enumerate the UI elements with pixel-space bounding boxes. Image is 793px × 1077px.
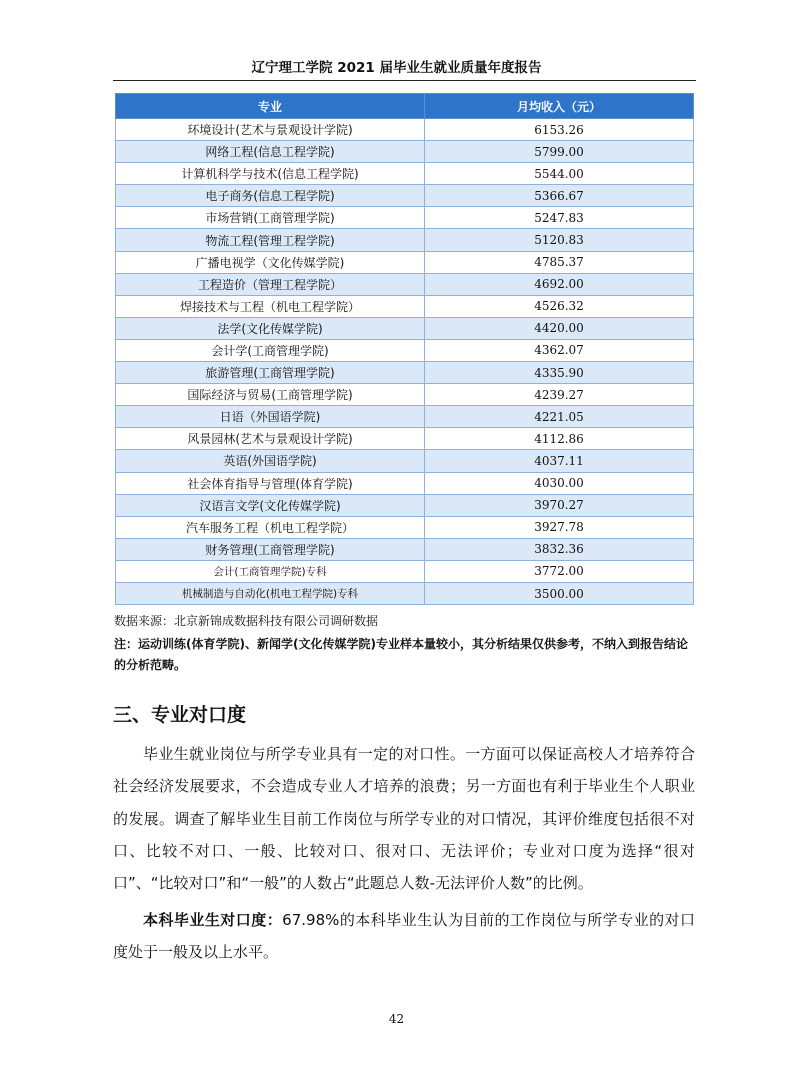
table-row xyxy=(116,362,694,384)
table-row xyxy=(116,582,694,604)
income-cell: 5544.00 xyxy=(425,163,694,185)
table-row xyxy=(116,141,694,163)
income-cell: 6153.26 xyxy=(425,119,694,141)
major-cell: 英语(外国语学院) xyxy=(116,450,425,472)
income-cell: 5247.83 xyxy=(425,207,694,229)
major-cell: 环境设计(艺术与景观设计学院) xyxy=(116,119,425,141)
table-row xyxy=(116,494,694,516)
table-row xyxy=(116,560,694,582)
major-cell: 会计学(工商管理学院) xyxy=(116,339,425,361)
income-cell: 4112.86 xyxy=(425,428,694,450)
paragraph-undergrad-match xyxy=(113,904,695,969)
income-cell: 4221.05 xyxy=(425,406,694,428)
major-cell: 计算机科学与技术(信息工程学院) xyxy=(116,163,425,185)
column-header-major: 专业 xyxy=(116,94,425,119)
income-cell: 4335.90 xyxy=(425,362,694,384)
major-cell: 社会体育指导与管理(体育学院) xyxy=(116,472,425,494)
table-row xyxy=(116,428,694,450)
table-header-row xyxy=(116,94,694,119)
income-cell: 4420.00 xyxy=(425,317,694,339)
major-cell: 汉语言文学(文化传媒学院) xyxy=(116,494,425,516)
major-cell: 财务管理(工商管理学院) xyxy=(116,538,425,560)
income-cell: 5120.83 xyxy=(425,229,694,251)
table-row xyxy=(116,119,694,141)
table-row xyxy=(116,163,694,185)
major-cell: 法学(文化传媒学院) xyxy=(116,317,425,339)
table-note: 注：运动训练(体育学院)、新闻学(文化传媒学院)专业样本量较小，其分析结果仅供参考，不纳入到报告结论的分析范畴。 xyxy=(114,637,688,672)
paragraph-lead: 本科毕业生对口度： xyxy=(143,911,283,929)
table-row xyxy=(116,317,694,339)
page-number: 42 xyxy=(388,1012,405,1026)
table-body xyxy=(116,119,694,605)
income-cell: 5799.00 xyxy=(425,141,694,163)
income-cell: 4030.00 xyxy=(425,472,694,494)
income-cell: 4692.00 xyxy=(425,273,694,295)
table-row xyxy=(116,516,694,538)
income-cell: 5366.67 xyxy=(425,185,694,207)
major-cell: 市场营销(工商管理学院) xyxy=(116,207,425,229)
income-cell: 4362.07 xyxy=(425,339,694,361)
major-cell: 工程造价（管理工程学院） xyxy=(116,273,425,295)
table-row xyxy=(116,251,694,273)
major-cell: 风景园林(艺术与景观设计学院) xyxy=(116,428,425,450)
table-row xyxy=(116,295,694,317)
column-header-income: 月均收入（元） xyxy=(425,94,694,119)
table-row xyxy=(116,207,694,229)
income-cell: 3832.36 xyxy=(425,538,694,560)
header-divider xyxy=(113,80,696,81)
table-row xyxy=(116,339,694,361)
paragraph-major-match-intro: 毕业生就业岗位与所学专业具有一定的对口性。一方面可以保证高校人才培养符合社会经济发展要求，不会造成专业人才培养的浪费；另一方面也有利于毕业生个人职业的发展。调查了解毕业生目前工作岗位与所学专业的对口情况，其评价维度包括很不对口、比较不对口、一般、比较对口、很对口、无法评价；专业对口度为选择“很对口”、“比较对口”和“一般”的人数占“此题总人数-无法评价人数”的比例。 xyxy=(113,745,695,893)
major-cell: 电子商务(信息工程学院) xyxy=(116,185,425,207)
major-cell: 广播电视学（文化传媒学院) xyxy=(116,251,425,273)
table-row xyxy=(116,273,694,295)
income-table xyxy=(115,93,694,605)
major-cell: 会计(工商管理学院)专科 xyxy=(116,560,425,582)
income-cell: 4526.32 xyxy=(425,295,694,317)
table-row xyxy=(116,185,694,207)
income-cell: 3772.00 xyxy=(425,560,694,582)
page-header: 辽宁理工学院 2021 届毕业生就业质量年度报告 xyxy=(251,60,542,76)
income-cell: 4239.27 xyxy=(425,384,694,406)
major-cell: 网络工程(信息工程学院) xyxy=(116,141,425,163)
table-row xyxy=(116,406,694,428)
major-cell: 日语（外国语学院) xyxy=(116,406,425,428)
table-row xyxy=(116,384,694,406)
major-cell: 旅游管理(工商管理学院) xyxy=(116,362,425,384)
income-cell: 3500.00 xyxy=(425,582,694,604)
major-cell: 焊接技术与工程（机电工程学院） xyxy=(116,295,425,317)
income-cell: 3970.27 xyxy=(425,494,694,516)
table-row xyxy=(116,450,694,472)
income-cell: 4785.37 xyxy=(425,251,694,273)
table-row xyxy=(116,538,694,560)
paragraph-body: 67.98%的本科毕业生认为目前的工作岗位与所学专业的对口度处于一般及以上水平。 xyxy=(113,911,695,962)
income-cell: 4037.11 xyxy=(425,450,694,472)
major-cell: 汽车服务工程（机电工程学院） xyxy=(116,516,425,538)
table-row xyxy=(116,229,694,251)
major-cell: 国际经济与贸易(工商管理学院) xyxy=(116,384,425,406)
data-source: 数据来源：北京新锦成数据科技有限公司调研数据 xyxy=(114,614,379,628)
major-cell: 机械制造与自动化(机电工程学院)专科 xyxy=(116,582,425,604)
major-cell: 物流工程(管理工程学院) xyxy=(116,229,425,251)
table-row xyxy=(116,472,694,494)
income-cell: 3927.78 xyxy=(425,516,694,538)
section-title: 三、专业对口度 xyxy=(113,704,247,726)
